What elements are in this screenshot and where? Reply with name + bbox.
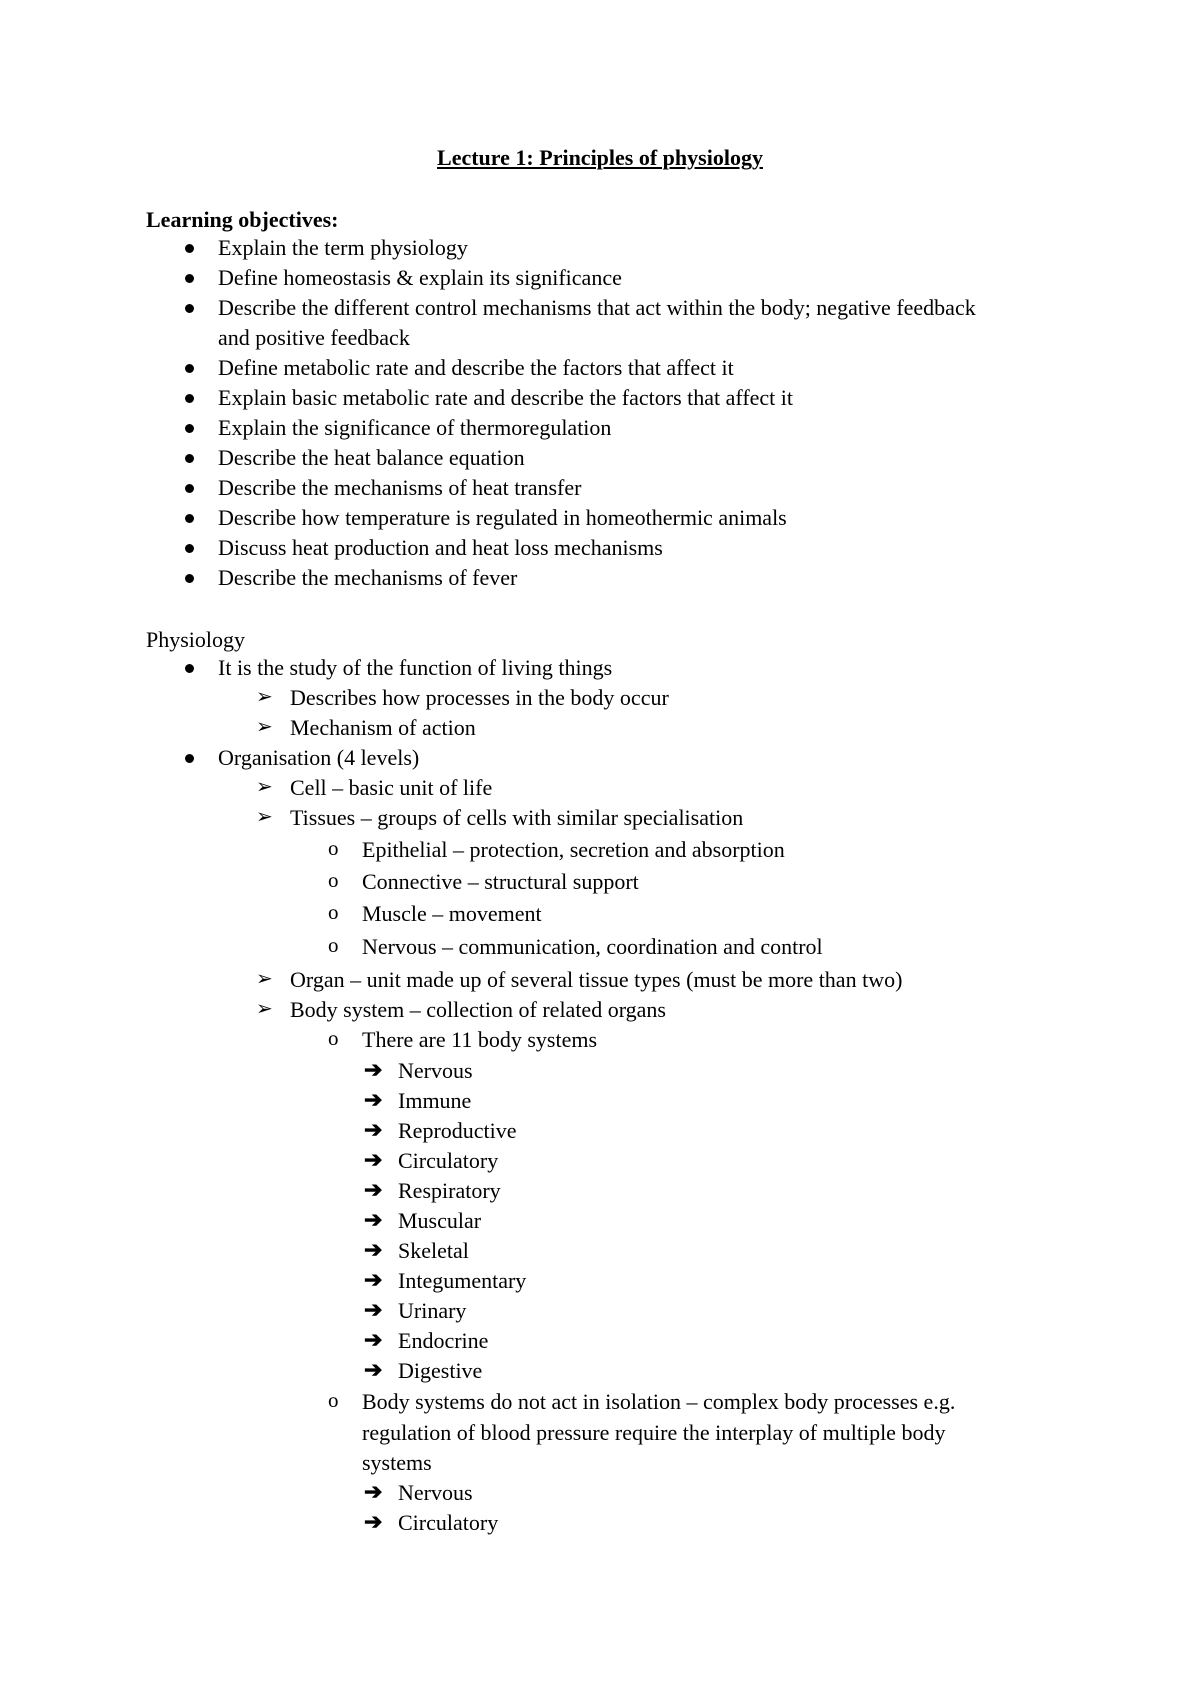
- list-item: Connective – structural support: [362, 869, 639, 894]
- circle-bullet-icon: o: [328, 836, 339, 860]
- bullet-icon: [185, 544, 194, 553]
- arrow-right-icon: ➔: [364, 1237, 383, 1262]
- arrow-right-icon: ➔: [364, 1267, 383, 1292]
- list-item: Epithelial – protection, secretion and absorption: [362, 837, 785, 862]
- list-item: Circulatory: [398, 1148, 499, 1173]
- list-item: Describes how processes in the body occur: [290, 685, 669, 710]
- list-item: Explain the significance of thermoregulation: [218, 415, 612, 440]
- bullet-icon: [185, 664, 194, 673]
- list-item: Cell – basic unit of life: [290, 775, 493, 800]
- list-item: Circulatory: [398, 1510, 499, 1535]
- list-item: Integumentary: [398, 1268, 527, 1293]
- arrow-bullet-icon: ➢: [256, 716, 273, 738]
- learning-objectives-heading: Learning objectives:: [146, 207, 339, 232]
- arrow-right-icon: ➔: [364, 1087, 383, 1112]
- arrow-right-icon: ➔: [364, 1207, 383, 1232]
- circle-bullet-icon: o: [328, 1026, 339, 1050]
- list-item: Organ – unit made up of several tissue types (must be more than two): [290, 967, 903, 992]
- arrow-bullet-icon: ➢: [256, 968, 273, 990]
- bullet-icon: [185, 754, 194, 763]
- circle-bullet-icon: o: [328, 868, 339, 892]
- list-item: Nervous – communication, coordination and control: [362, 934, 823, 959]
- arrow-right-icon: ➔: [364, 1177, 383, 1202]
- list-item: Immune: [398, 1088, 472, 1113]
- list-item: Describe the different control mechanisms that act within the body; negative feedback: [218, 295, 976, 320]
- list-item: Organisation (4 levels): [218, 745, 420, 770]
- arrow-bullet-icon: ➢: [256, 806, 273, 828]
- bullet-icon: [185, 484, 194, 493]
- list-item: Define homeostasis & explain its significance: [218, 265, 622, 290]
- arrow-right-icon: ➔: [364, 1147, 383, 1172]
- list-item: Endocrine: [398, 1328, 489, 1353]
- bullet-icon: [185, 394, 194, 403]
- bullet-icon: [185, 574, 194, 583]
- list-item: Muscle – movement: [362, 901, 542, 926]
- bullet-icon: [185, 274, 194, 283]
- list-item: Define metabolic rate and describe the factors that affect it: [218, 355, 734, 380]
- arrow-right-icon: ➔: [364, 1117, 383, 1142]
- bullet-icon: [185, 514, 194, 523]
- list-item: Nervous: [398, 1058, 473, 1083]
- list-item: Urinary: [398, 1298, 467, 1323]
- list-item: Explain basic metabolic rate and describe the factors that affect it: [218, 385, 794, 410]
- list-item: Digestive: [398, 1358, 483, 1383]
- circle-bullet-icon: o: [328, 933, 339, 957]
- list-item-continuation: systems: [362, 1450, 432, 1475]
- bullet-icon: [185, 244, 194, 253]
- list-item: Describe how temperature is regulated in homeothermic animals: [218, 505, 787, 530]
- bullet-icon: [185, 364, 194, 373]
- arrow-right-icon: ➔: [364, 1479, 383, 1504]
- arrow-bullet-icon: ➢: [256, 776, 273, 798]
- circle-bullet-icon: o: [328, 900, 339, 924]
- list-item: Body system – collection of related organs: [290, 997, 666, 1022]
- arrow-right-icon: ➔: [364, 1057, 383, 1082]
- bullet-icon: [185, 304, 194, 313]
- list-item: Respiratory: [398, 1178, 501, 1203]
- list-item: Describe the mechanisms of heat transfer: [218, 475, 582, 500]
- list-item: Muscular: [398, 1208, 482, 1233]
- list-item-continuation: regulation of blood pressure require the interplay of multiple body: [362, 1420, 946, 1445]
- physiology-heading: Physiology: [146, 627, 246, 652]
- list-item: Tissues – groups of cells with similar specialisation: [290, 805, 744, 830]
- page-title: Lecture 1: Principles of physiology: [437, 145, 763, 170]
- arrow-right-icon: ➔: [364, 1327, 383, 1352]
- bullet-icon: [185, 454, 194, 463]
- list-item: Skeletal: [398, 1238, 469, 1263]
- list-item: Reproductive: [398, 1118, 517, 1143]
- list-item: Explain the term physiology: [218, 235, 468, 260]
- list-item: Describe the heat balance equation: [218, 445, 525, 470]
- arrow-bullet-icon: ➢: [256, 998, 273, 1020]
- arrow-right-icon: ➔: [364, 1297, 383, 1322]
- circle-bullet-icon: o: [328, 1388, 339, 1412]
- bullet-icon: [185, 424, 194, 433]
- arrow-bullet-icon: ➢: [256, 686, 273, 708]
- list-item: Discuss heat production and heat loss mechanisms: [218, 535, 663, 560]
- list-item: Body systems do not act in isolation – complex body processes e.g.: [362, 1389, 956, 1414]
- arrow-right-icon: ➔: [364, 1357, 383, 1382]
- list-item: It is the study of the function of living things: [218, 655, 613, 680]
- list-item: There are 11 body systems: [362, 1027, 598, 1052]
- list-item: Mechanism of action: [290, 715, 476, 740]
- arrow-right-icon: ➔: [364, 1509, 383, 1534]
- list-item-continuation: and positive feedback: [218, 325, 410, 350]
- list-item: Describe the mechanisms of fever: [218, 565, 518, 590]
- list-item: Nervous: [398, 1480, 473, 1505]
